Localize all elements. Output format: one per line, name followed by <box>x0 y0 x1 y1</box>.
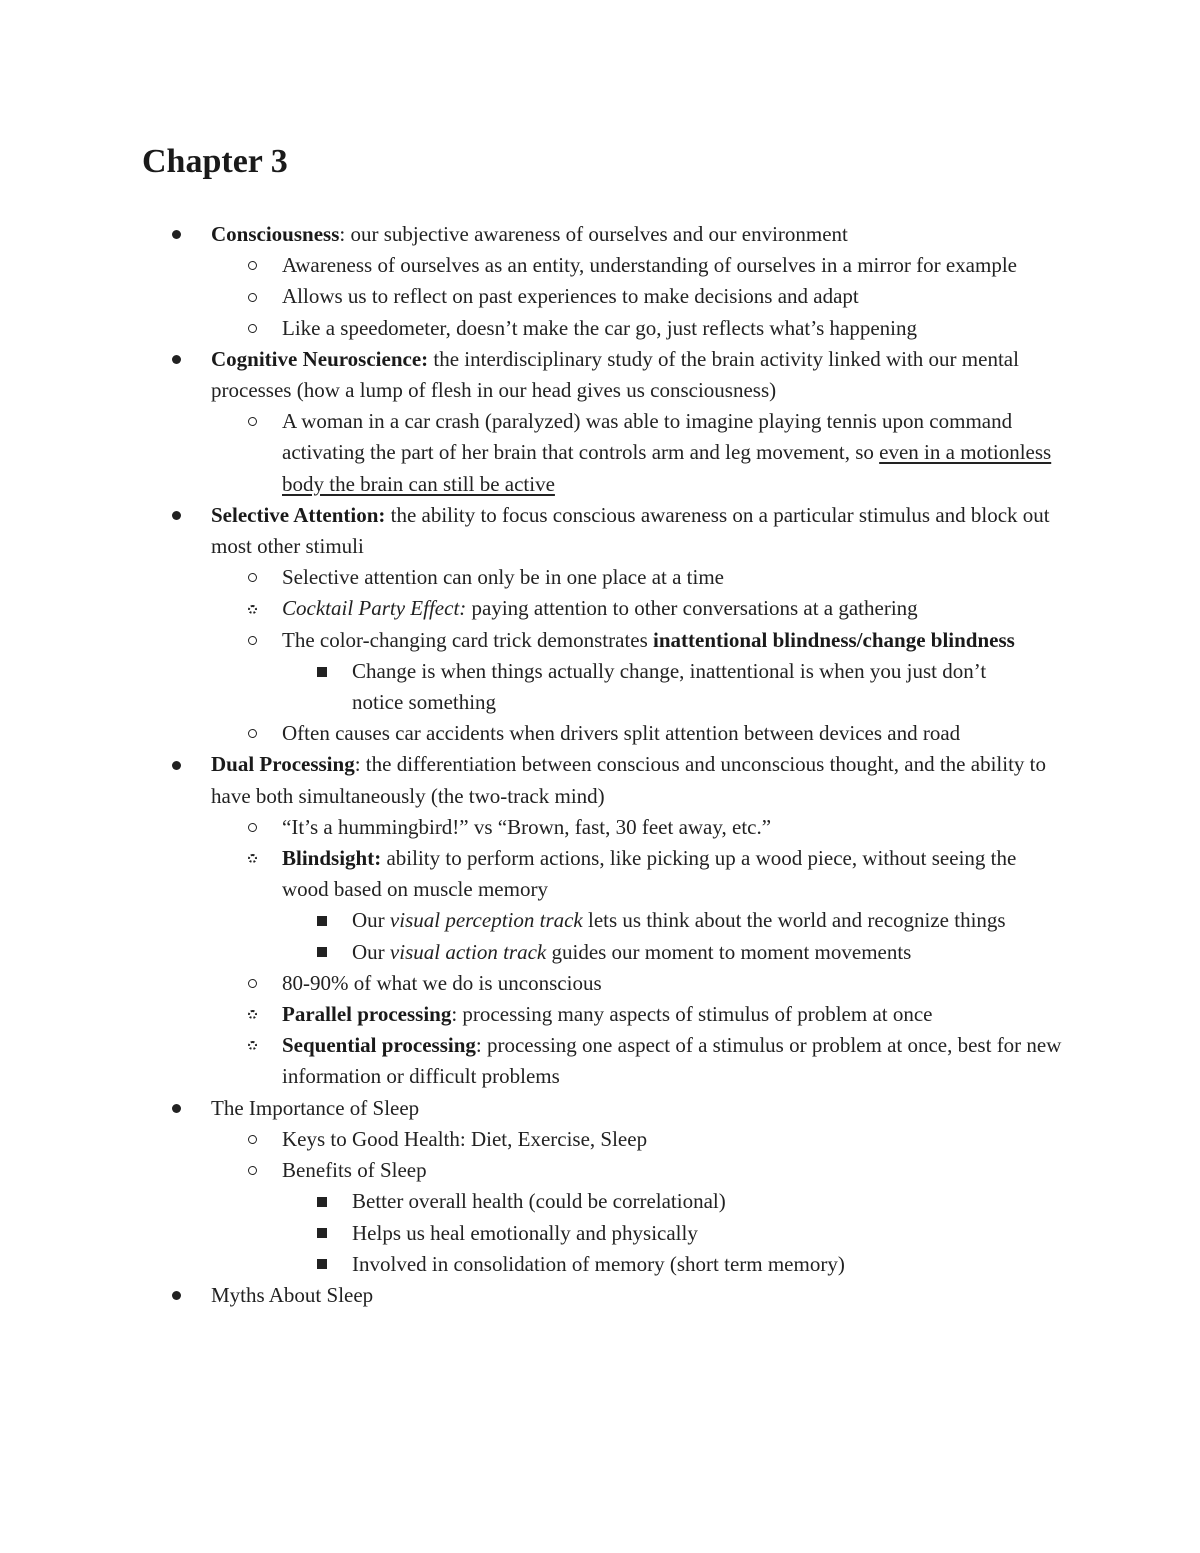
bullet-square-icon <box>317 905 327 936</box>
item-text: The color-changing card trick demonstrates <box>282 627 654 652</box>
bullet-circle-icon <box>248 968 257 999</box>
list-item <box>0 1186 1042 1217</box>
bullet-disc-icon <box>172 500 181 531</box>
bullet-circle-icon <box>248 1155 257 1186</box>
item-text: Better overall health (could be correlational) <box>352 1189 726 1214</box>
item-text: Benefits of Sleep <box>282 1158 427 1183</box>
list-item <box>0 625 1062 656</box>
list-item <box>0 406 1062 500</box>
item-text: Selective attention can only be in one place at a time <box>282 565 724 590</box>
definition-text: the ability to focus conscious awareness on a particular stimulus and block out most other stimuli <box>211 502 1050 559</box>
list-item <box>0 1249 1042 1280</box>
list-item-consciousness <box>0 219 1071 250</box>
item-text: The Importance of Sleep <box>211 1095 420 1120</box>
bullet-disc-icon <box>172 749 181 780</box>
list-item <box>0 313 1062 344</box>
item-text: A woman in a car crash (paralyzed) was able to imagine playing tennis upon command activating the part of her brain that controls arm and leg movement, so <box>282 409 1013 465</box>
bullet-circle-icon <box>248 999 257 1030</box>
list-item <box>0 937 1042 968</box>
item-text: ability to perform actions, like picking up a wood piece, without seeing the wood based on muscle memory <box>282 846 1017 902</box>
list-item-dual-processing <box>0 749 1071 811</box>
item-text: Awareness of ourselves as an entity, understanding of ourselves in a mirror for example <box>282 253 1017 278</box>
item-text: Allows us to reflect on past experiences to make decisions and adapt <box>282 284 859 309</box>
bullet-square-icon <box>317 1218 327 1249</box>
list-item <box>0 905 1042 936</box>
item-text: guides our moment to moment movements <box>546 939 912 964</box>
bullet-circle-icon <box>248 313 257 344</box>
bullet-circle-icon <box>248 718 257 749</box>
item-text: Our <box>352 939 390 964</box>
item-text: Keys to Good Health: Diet, Exercise, Sleep <box>282 1126 648 1151</box>
bullet-circle-icon <box>248 843 257 874</box>
term-label: Cocktail Party Effect: <box>282 596 467 621</box>
underlined-text: even in a motionless body the brain can still be active <box>282 440 1052 496</box>
term-label: Consciousness <box>211 222 340 246</box>
term-label: Selective Attention: <box>211 502 386 527</box>
list-item <box>0 250 1062 281</box>
list-item <box>0 843 1062 905</box>
list-item <box>0 1030 1062 1092</box>
term-label: inattentional blindness/change blindness <box>653 627 1015 652</box>
list-item <box>0 1218 1042 1249</box>
item-text: Myths About Sleep <box>211 1282 374 1307</box>
list-item <box>0 562 1062 593</box>
bullet-disc-icon <box>172 344 181 375</box>
bullet-square-icon <box>317 937 327 968</box>
term-label: Blindsight: <box>282 846 382 871</box>
item-text: Like a speedometer, doesn’t make the car go, just reflects what’s happening <box>282 315 917 340</box>
bullet-disc-icon <box>172 1280 181 1311</box>
bullet-circle-icon <box>248 281 257 312</box>
definition-text: the interdisciplinary study of the brain activity linked with our mental processes (how a lump of flesh in our head gives us consciousness) <box>211 346 1019 403</box>
page-title: Chapter 3 <box>142 143 288 180</box>
item-text: Helps us heal emotionally and physically <box>352 1220 698 1245</box>
list-item <box>0 281 1062 312</box>
item-text: Change is when things actually change, inattentional is when you just don’t notice something <box>352 658 987 715</box>
bullet-circle-icon <box>248 406 257 437</box>
definition-text: : the differentiation between conscious and unconscious thought, and the ability to have both simultaneously (the two-track mind) <box>211 752 1046 808</box>
item-text: lets us think about the world and recognize things <box>582 908 1006 933</box>
list-item <box>0 968 1062 999</box>
list-item <box>0 1124 1062 1155</box>
term-label: Sequential processing <box>282 1033 476 1058</box>
list-item <box>0 812 1062 843</box>
bullet-circle-icon <box>248 625 257 656</box>
definition-text: : our subjective awareness of ourselves and our environment <box>339 222 848 246</box>
item-text: 80-90% of what we do is unconscious <box>282 970 602 995</box>
list-item-myths-about-sleep <box>0 1280 1071 1311</box>
bullet-square-icon <box>317 1249 327 1280</box>
item-text: Often causes car accidents when drivers split attention between devices and road <box>282 721 961 746</box>
list-item <box>0 999 1062 1030</box>
bullet-square-icon <box>317 656 327 687</box>
bullet-circle-icon <box>248 593 257 624</box>
item-text: : processing many aspects of stimulus of problem at once <box>451 1002 933 1027</box>
bullet-circle-icon <box>248 1124 257 1155</box>
term-label: visual perception track <box>389 908 583 933</box>
item-text: paying attention to other conversations at a gathering <box>466 596 918 621</box>
item-text: Our <box>352 908 390 933</box>
term-label: Dual Processing <box>211 752 355 777</box>
item-text: “It’s a hummingbird!” vs “Brown, fast, 30 feet away, etc.” <box>282 814 772 839</box>
list-item <box>0 718 1062 749</box>
bullet-circle-icon <box>248 1030 257 1061</box>
bullet-circle-icon <box>248 250 257 281</box>
bullet-square-icon <box>317 1186 327 1217</box>
term-label: Parallel processing <box>282 1002 452 1027</box>
term-label: visual action track <box>389 939 547 964</box>
list-item <box>0 593 1062 624</box>
list-item <box>0 656 1042 718</box>
bullet-circle-icon <box>248 562 257 593</box>
notes-list <box>0 219 1200 1311</box>
list-item-selective-attention <box>0 500 1071 562</box>
term-label: Cognitive Neuroscience: <box>211 346 429 371</box>
item-text: : processing one aspect of a stimulus or problem at once, best for new information or difficult problems <box>282 1033 1062 1089</box>
bullet-disc-icon <box>172 219 181 250</box>
bullet-disc-icon <box>172 1093 181 1124</box>
item-text: Involved in consolidation of memory (short term memory) <box>352 1251 845 1276</box>
list-item-cognitive-neuroscience <box>0 344 1071 406</box>
list-item <box>0 1155 1062 1186</box>
list-item-importance-of-sleep <box>0 1093 1071 1124</box>
bullet-circle-icon <box>248 812 257 843</box>
